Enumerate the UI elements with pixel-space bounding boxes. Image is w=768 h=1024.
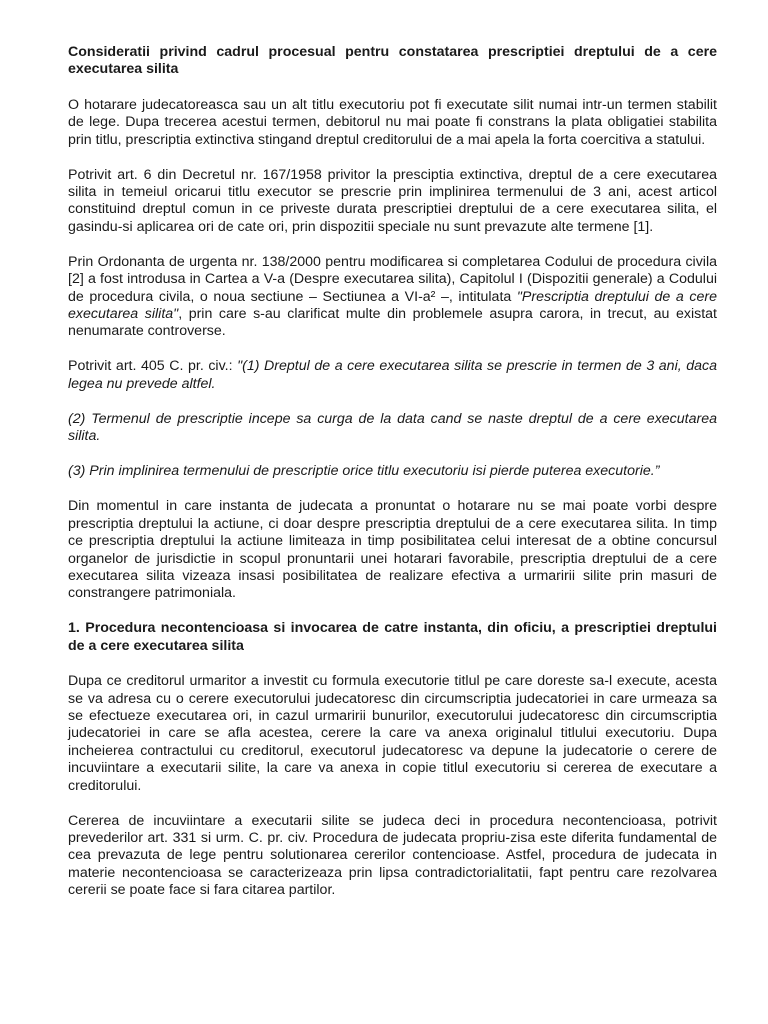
paragraph-3-quoted-title: "Prescriptia dreptului de a cere executarea silita": [68, 288, 717, 323]
document-title: Consideratii privind cadrul procesual pentru constatarea prescriptiei dreptului de a cere executarea silita: [68, 44, 717, 78]
document-page: [68, 44, 717, 917]
paragraph-8: Dupa ce creditorul urmaritor a investit cu formula executorie titlul pe care doreste sa-l execute, acesta se va adresa cu o cerere executorului judecatoresc din circumscriptia judecatoriei in care urmeaza sa se efectueze executarea ori, in cazul urmaririi bunurilor, executorului judecatoresc din circumscriptia judecatoriei in care se afla acestea, cerere la care va anexa originalul titlului executoriu. Dupa incheierea contractului cu creditorul, executorul judecatoresc va depune la judecatorie o cerere de incuviintare a executarii silite, la care va anexa in copie titlul executoriu si cererea de executare a creditorului.: [68, 673, 717, 794]
paragraph-1: O hotarare judecatoreasca sau un alt titlu executoriu pot fi executate silit numai intr-un termen stabilit de lege. Dupa trecerea acestui termen, debitorul nu mai poate fi constrans la plata obligatiei stabilita prin titlu, prescriptia extinctiva stingand dreptul creditorului de a mai apela la forta coercitiva a statului.: [68, 96, 717, 148]
paragraph-7: Din momentul in care instanta de judecata a pronuntat o hotarare nu se mai poate vorbi despre prescriptia dreptului la actiune, ci doar despre prescriptia dreptului de a cere executarea silita. In timp ce prescriptia dreptului la actiune limiteaza in timp posibilitatea celui interesat de a obtine concursul organelor de jurisdictie in scopul pronuntarii unei hotarari favorabile, prescriptia dreptului de a cere executarea silita vizeaza insasi posibilitatea de realizare efectiva a urmaririi silite prin masuri de constrangere patrimoniala.: [68, 498, 717, 602]
paragraph-4: [68, 358, 717, 393]
paragraph-3-text-end: , prin care s-au clarificat multe din problemele asupra carora, in trecut, au existat nenumarate controverse.: [68, 306, 717, 340]
paragraph-3: [68, 254, 717, 341]
paragraph-6-quote: (3) Prin implinirea termenului de prescriptie orice titlu executoriu isi pierde puterea executorie.”: [68, 463, 660, 480]
section-1-heading: 1. Procedura necontencioasa si invocarea de catre instanta, din oficiu, a prescriptiei dreptului de a cere executarea silita: [68, 620, 717, 654]
paragraph-5-quote: (2) Termenul de prescriptie incepe sa curga de la data cand se naste dreptul de a cere executarea silita.: [68, 410, 717, 445]
paragraph-9: Cererea de incuviintare a executarii silite se judeca deci in procedura necontencioasa, potrivit prevederilor art. 331 si urm. C. pr. civ. Procedura de judecata propriu-zisa este diferita fundamental de cea prevazuta de lege pentru solutionarea cererilor contencioase. Astfel, procedura de judecata in materie necontencioasa se caracterizeaza prin lipsa contradictorialitatii, fapt pentru care rezolvarea cererii se poate face si fara citarea partilor.: [68, 812, 717, 899]
paragraph-3-text-start: Prin Ordonanta de urgenta nr. 138/2000 pentru modificarea si completarea Codului de procedura civila [2] a fost introdusa in Cartea a V-a (Despre executarea silita), Capitolul I (Dispozitii generale) a Codului de procedura civila, o noua sectiune – Sectiunea a VI-a² –, intitulata: [68, 253, 717, 305]
paragraph-4-quote: "(1) Dreptul de a cere executarea silita se prescrie in termen de 3 ani, daca legea nu prevede altfel.: [68, 358, 717, 392]
paragraph-2: Potrivit art. 6 din Decretul nr. 167/1958 privitor la presciptia extinctiva, dreptul de a cere executarea silita in temeiul oricarui titlu executor se prescrie prin implinirea termenului de 3 ani, acest articol constituind dreptul comun in ce priveste durata prescriptiei dreptului de a cere executarea silita, el gasindu-si aplicarea ori de cate ori, prin dispozitii speciale nu sunt prevazute alte termene [1].: [68, 166, 717, 235]
paragraph-4-text-start: Potrivit art. 405 C. pr. civ.:: [68, 358, 238, 375]
